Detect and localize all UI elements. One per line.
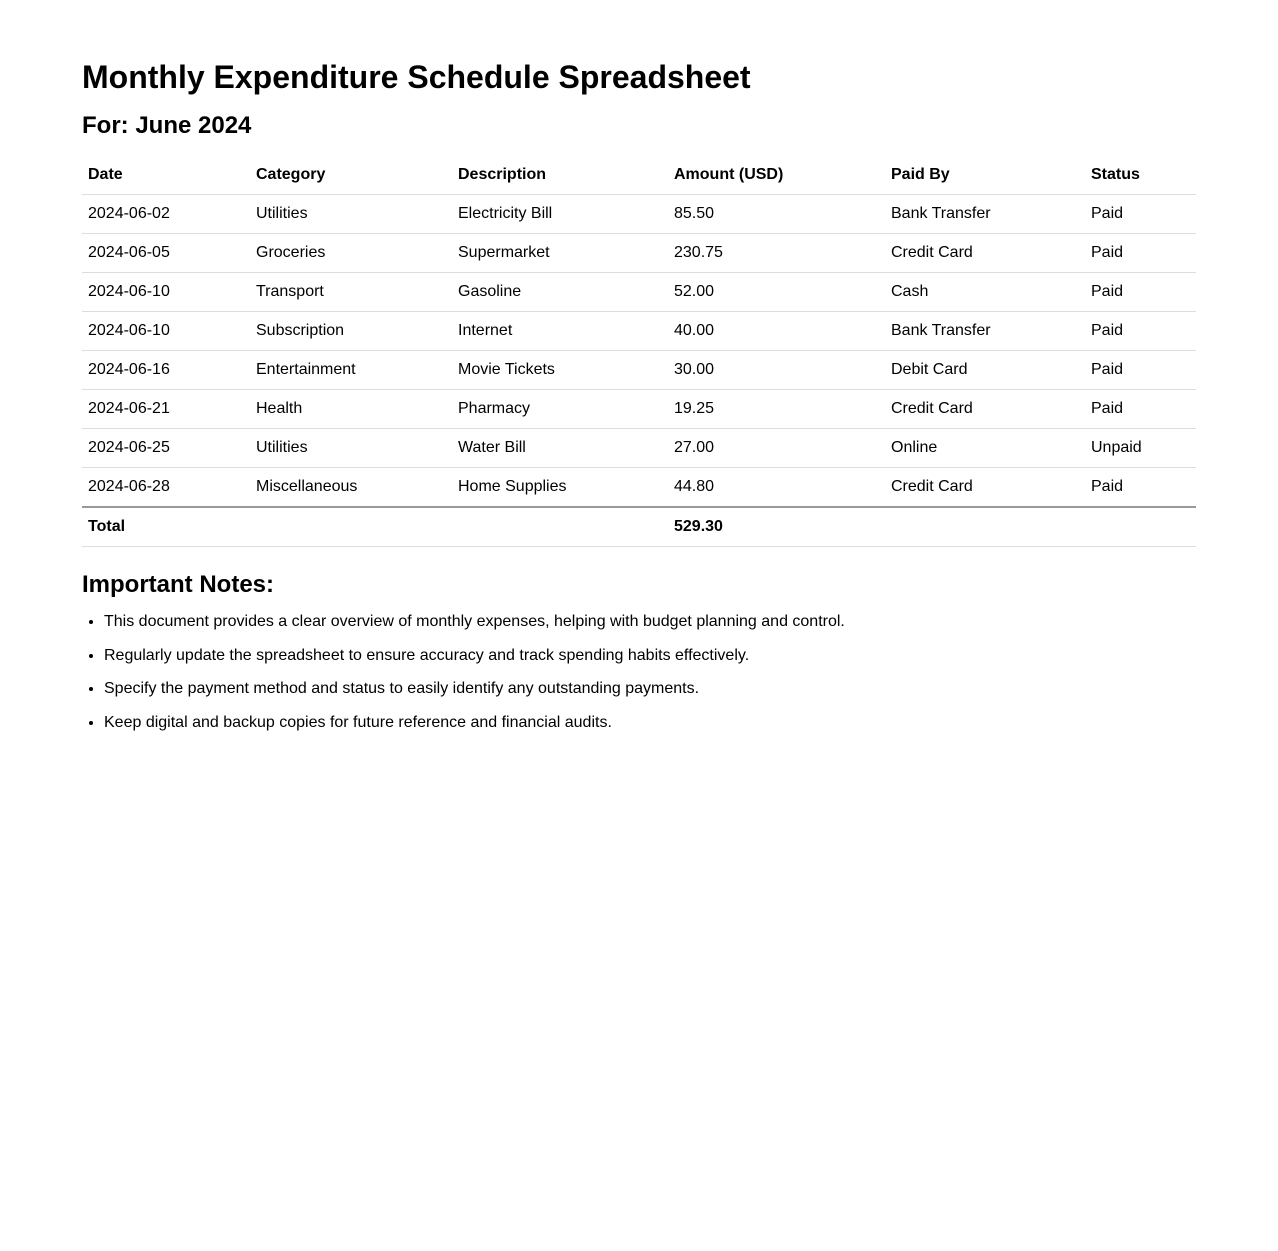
cell-date: 2024-06-10 (82, 273, 250, 312)
total-amount: 529.30 (668, 507, 885, 547)
cell-date: 2024-06-16 (82, 351, 250, 390)
cell-status: Paid (1085, 273, 1196, 312)
empty-cell (452, 507, 668, 547)
page-subtitle: For: June 2024 (82, 112, 252, 139)
cell-status: Paid (1085, 234, 1196, 273)
cell-description: Pharmacy (452, 390, 668, 429)
cell-category: Utilities (250, 195, 452, 234)
table-row (82, 195, 1196, 234)
cell-paid-by: Online (885, 429, 1085, 468)
cell-amount: 19.25 (668, 390, 885, 429)
column-header-amount: Amount (USD) (668, 156, 885, 195)
cell-amount: 230.75 (668, 234, 885, 273)
column-header-category: Category (250, 156, 452, 195)
cell-category: Groceries (250, 234, 452, 273)
table-row (82, 390, 1196, 429)
cell-category: Miscellaneous (250, 468, 452, 508)
cell-description: Water Bill (452, 429, 668, 468)
cell-category: Health (250, 390, 452, 429)
cell-status: Paid (1085, 351, 1196, 390)
column-header-status: Status (1085, 156, 1196, 195)
cell-amount: 85.50 (668, 195, 885, 234)
cell-amount: 40.00 (668, 312, 885, 351)
table-row (82, 351, 1196, 390)
list-item: • Regularly update the spreadsheet to ensure accuracy and track spending habits effectively. (104, 646, 845, 666)
cell-paid-by: Bank Transfer (885, 312, 1085, 351)
cell-description: Gasoline (452, 273, 668, 312)
cell-paid-by: Bank Transfer (885, 195, 1085, 234)
cell-status: Paid (1085, 312, 1196, 351)
cell-date: 2024-06-02 (82, 195, 250, 234)
cell-status: Unpaid (1085, 429, 1196, 468)
cell-paid-by: Credit Card (885, 390, 1085, 429)
cell-date: 2024-06-21 (82, 390, 250, 429)
cell-amount: 30.00 (668, 351, 885, 390)
notes-list (82, 612, 845, 747)
expenditure-table (82, 156, 1196, 547)
cell-category: Subscription (250, 312, 452, 351)
cell-date: 2024-06-28 (82, 468, 250, 508)
total-row (82, 507, 1196, 547)
cell-amount: 27.00 (668, 429, 885, 468)
cell-paid-by: Cash (885, 273, 1085, 312)
cell-paid-by: Credit Card (885, 468, 1085, 508)
table-row (82, 429, 1196, 468)
table-header-row (82, 156, 1196, 195)
cell-description: Electricity Bill (452, 195, 668, 234)
cell-paid-by: Credit Card (885, 234, 1085, 273)
column-header-description: Description (452, 156, 668, 195)
table-row (82, 312, 1196, 351)
cell-status: Paid (1085, 195, 1196, 234)
total-label: Total (82, 507, 250, 547)
table-row (82, 468, 1196, 508)
cell-amount: 44.80 (668, 468, 885, 508)
table-row (82, 234, 1196, 273)
list-item: • Keep digital and backup copies for future reference and financial audits. (104, 713, 845, 733)
table-row (82, 273, 1196, 312)
list-item: • This document provides a clear overview of monthly expenses, helping with budget planning and control. (104, 612, 845, 632)
notes-heading: Important Notes: (82, 571, 274, 598)
cell-category: Transport (250, 273, 452, 312)
cell-status: Paid (1085, 390, 1196, 429)
cell-date: 2024-06-25 (82, 429, 250, 468)
cell-description: Internet (452, 312, 668, 351)
cell-description: Home Supplies (452, 468, 668, 508)
cell-amount: 52.00 (668, 273, 885, 312)
cell-description: Supermarket (452, 234, 668, 273)
cell-date: 2024-06-10 (82, 312, 250, 351)
cell-description: Movie Tickets (452, 351, 668, 390)
list-item: • Specify the payment method and status to easily identify any outstanding payments. (104, 679, 845, 699)
cell-category: Entertainment (250, 351, 452, 390)
page-title: Monthly Expenditure Schedule Spreadsheet (82, 59, 751, 95)
column-header-paid-by: Paid By (885, 156, 1085, 195)
empty-cell (1085, 507, 1196, 547)
empty-cell (250, 507, 452, 547)
cell-category: Utilities (250, 429, 452, 468)
empty-cell (885, 507, 1085, 547)
cell-date: 2024-06-05 (82, 234, 250, 273)
column-header-date: Date (82, 156, 250, 195)
cell-status: Paid (1085, 468, 1196, 508)
cell-paid-by: Debit Card (885, 351, 1085, 390)
